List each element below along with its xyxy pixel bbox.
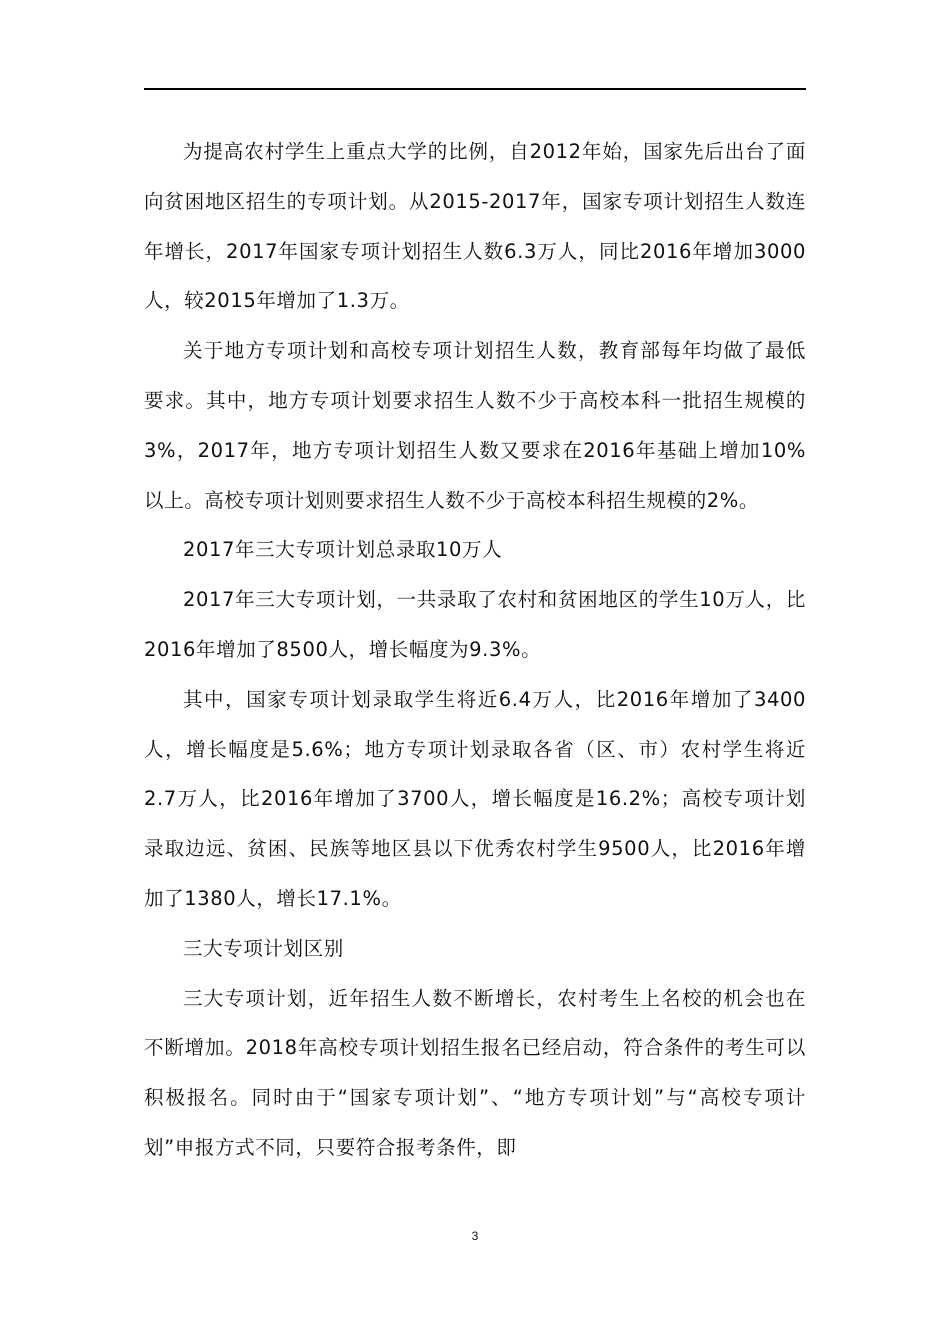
header-rule: [144, 88, 806, 90]
paragraph-differences: 三大专项计划，近年招生人数不断增长，农村考生上名校的机会也在不断增加。2018年高校专项计划招生报名已经启动，符合条件的考生可以积极报名。同时由于“国家专项计划”、“地方专项计划”与“高校专项计划”申报方式不同，只要符合报考条件，即: [144, 986, 806, 1159]
paragraph-intro: 为提高农村学生上重点大学的比例，自2012年始，国家先后出台了面向贫困地区招生的专项计划。从2015-2017年，国家专项计划招生人数连年增长，2017年国家专项计划招生人数6.3万人，同比2016年增加3000人，较2015年增加了1.3万。: [144, 140, 806, 313]
section-heading-differences: 三大专项计划区别: [183, 936, 344, 960]
section-heading-admission-total: 2017年三大专项计划总录取10万人: [183, 538, 503, 562]
paragraph-admission-breakdown: 其中，国家专项计划录取学生将近6.4万人，比2016年增加了3400人，增长幅度是5.6%；地方专项计划录取各省（区、市）农村学生将近2.7万人，比2016年增加了3700人，增长幅度是16.2%；高校专项计划录取边远、贫困、民族等地区县以下优秀农村学生9500人，比2016年增加了1380人，增长17.1%。: [144, 687, 806, 910]
paragraph-local-requirements: 关于地方专项计划和高校专项计划招生人数，教育部每年均做了最低要求。其中，地方专项计划要求招生人数不少于高校本科一批招生规模的3%，2017年，地方专项计划招生人数又要求在2016年基础上增加10%以上。高校专项计划则要求招生人数不少于高校本科招生规模的2%。: [144, 339, 806, 512]
page-number: 3: [471, 1229, 479, 1243]
paragraph-admission-total: 2017年三大专项计划，一共录取了农村和贫困地区的学生10万人，比2016年增加了8500人，增长幅度为9.3%。: [144, 588, 806, 661]
document-body: [144, 127, 806, 1173]
